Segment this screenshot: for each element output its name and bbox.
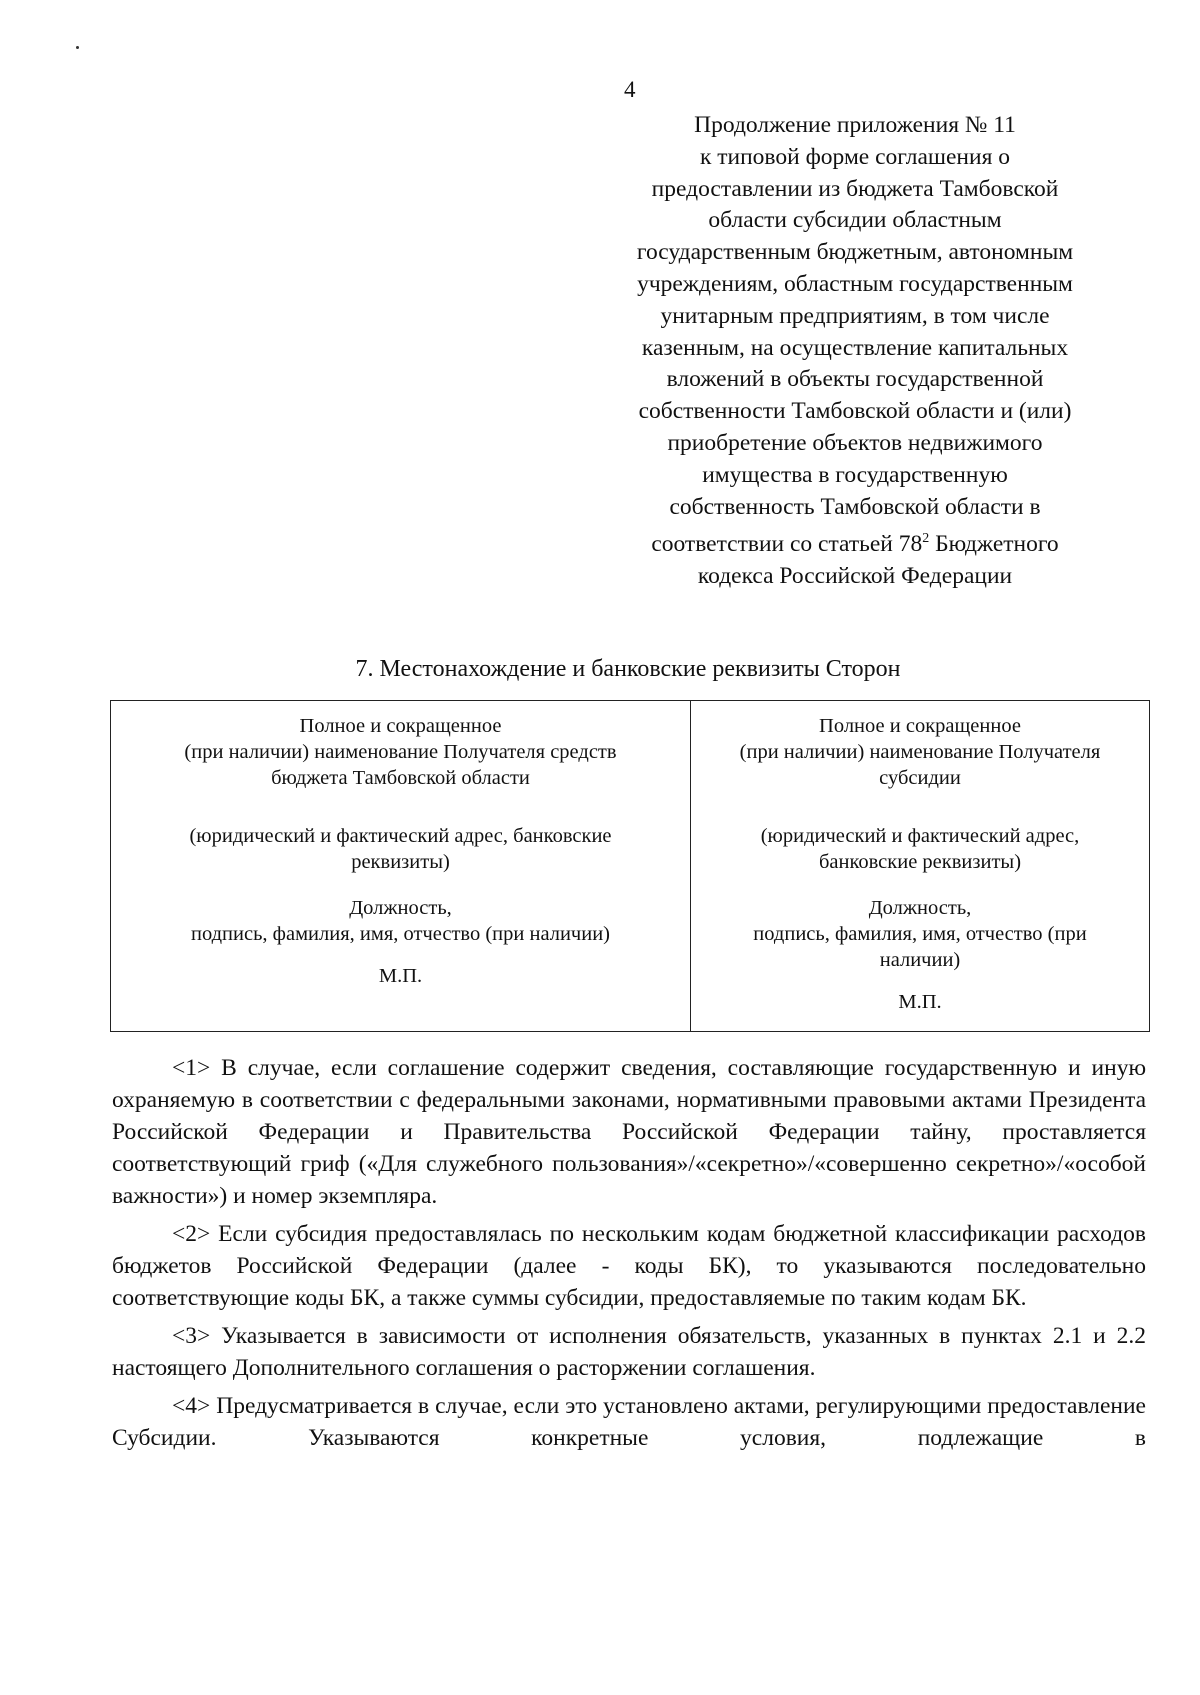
page-number: 4	[624, 77, 636, 102]
cell-line: подпись, фамилия, имя, отчество (при наличии)	[190, 923, 611, 945]
position-signature-block	[121, 895, 680, 947]
subsidy-recipient-cell	[691, 701, 1150, 1032]
cell-line: Должность,	[868, 897, 972, 919]
position-signature-block	[701, 895, 1139, 973]
appendix-line: имущества в государственную	[702, 461, 1008, 488]
footnote-2: <2> Если субсидия предоставлялась по нескольким кодам бюджетной классификации расходов бюджетов Российской Федерации (далее - коды БК), то указываются последовательно соответствующие коды БК, а также суммы субсидии, предоставляемые по таким кодам БК.	[112, 1221, 1146, 1311]
seal-placeholder: М.П.	[898, 991, 942, 1013]
cell-line: субсидии	[879, 767, 961, 789]
footnote-3: <3> Указывается в зависимости от исполнения обязательств, указанных в пунктах 2.1 и 2.2 настоящего Дополнительного соглашения о расторжении соглашения.	[112, 1323, 1146, 1381]
cell-line: Должность,	[349, 897, 452, 919]
appendix-line	[605, 523, 1105, 561]
appendix-line: области субсидии областным	[708, 207, 1002, 234]
appendix-line: к типовой форме соглашения о	[699, 143, 1011, 170]
appendix-line: казенным, на осуществление капитальных	[641, 334, 1069, 361]
cell-line: банковские реквизиты)	[818, 851, 1022, 873]
recipient-name-block	[121, 713, 680, 791]
address-block	[701, 823, 1139, 875]
scan-speck	[76, 46, 79, 49]
cell-line: наличии)	[879, 949, 961, 971]
cell-line: (при наличии) наименование Получателя	[739, 741, 1101, 763]
cell-line: (при наличии) наименование Получателя средств	[184, 741, 617, 763]
appendix-line: вложений в объекты государственной	[666, 366, 1044, 393]
appendix-line: унитарным предприятиям, в том числе	[660, 302, 1050, 329]
footnotes	[112, 1052, 1146, 1460]
section-title: 7. Местонахождение и банковские реквизиты Сторон	[355, 656, 901, 682]
cell-line: Полное и сокращенное	[819, 715, 1021, 737]
appendix-line: приобретение объектов недвижимого	[667, 429, 1043, 456]
recipient-name-block	[701, 713, 1139, 791]
appendix-text: Бюджетного	[929, 531, 1059, 558]
cell-line: (юридический и фактический адрес, банковские	[189, 825, 612, 847]
table-row	[111, 701, 1150, 1032]
appendix-line: предоставлении из бюджета Тамбовской	[651, 175, 1059, 202]
appendix-line: учреждениям, областным государственным	[637, 270, 1073, 297]
cell-line: реквизиты)	[351, 851, 450, 873]
budget-funds-recipient-cell	[111, 701, 691, 1032]
appendix-line: государственным бюджетным, автономным	[636, 239, 1074, 266]
seal-placeholder: М.П.	[378, 965, 423, 987]
appendix-line: Продолжение приложения № 11	[694, 112, 1016, 138]
appendix-text: соответствии со статьей 78	[651, 531, 923, 558]
footnote-1: <1> В случае, если соглашение содержит сведения, составляющие государственную и иную охраняемую в соответствии с федеральными законами, нормативными правовыми актами Президента Российской Федерации и Правительства Российской Федерации тайну, проставляется соответствующий гриф («Для служебного пользования»/«секретно»/«совершенно секретно»/«особой важности») и номер экземпляра.	[112, 1055, 1146, 1209]
address-block	[121, 823, 680, 875]
appendix-line: собственность Тамбовской области в	[669, 493, 1041, 520]
appendix-line: кодекса Российской Федерации	[697, 562, 1013, 589]
footnote-4: <4> Предусматривается в случае, если это установлено актами, регулирующими предоставление Субсидии. Указываются конкретные условия, подлежащие в	[112, 1393, 1146, 1451]
cell-line: бюджета Тамбовской области	[271, 767, 530, 789]
requisites-table	[110, 700, 1150, 1032]
cell-line: подпись, фамилия, имя, отчество (при	[753, 923, 1087, 945]
cell-line: Полное и сокращенное	[299, 715, 502, 737]
appendix-line: собственности Тамбовской области и (или)	[638, 398, 1072, 425]
appendix-header	[605, 110, 1105, 593]
cell-line: (юридический и фактический адрес,	[760, 825, 1080, 847]
article-superscript: 2	[922, 531, 930, 547]
